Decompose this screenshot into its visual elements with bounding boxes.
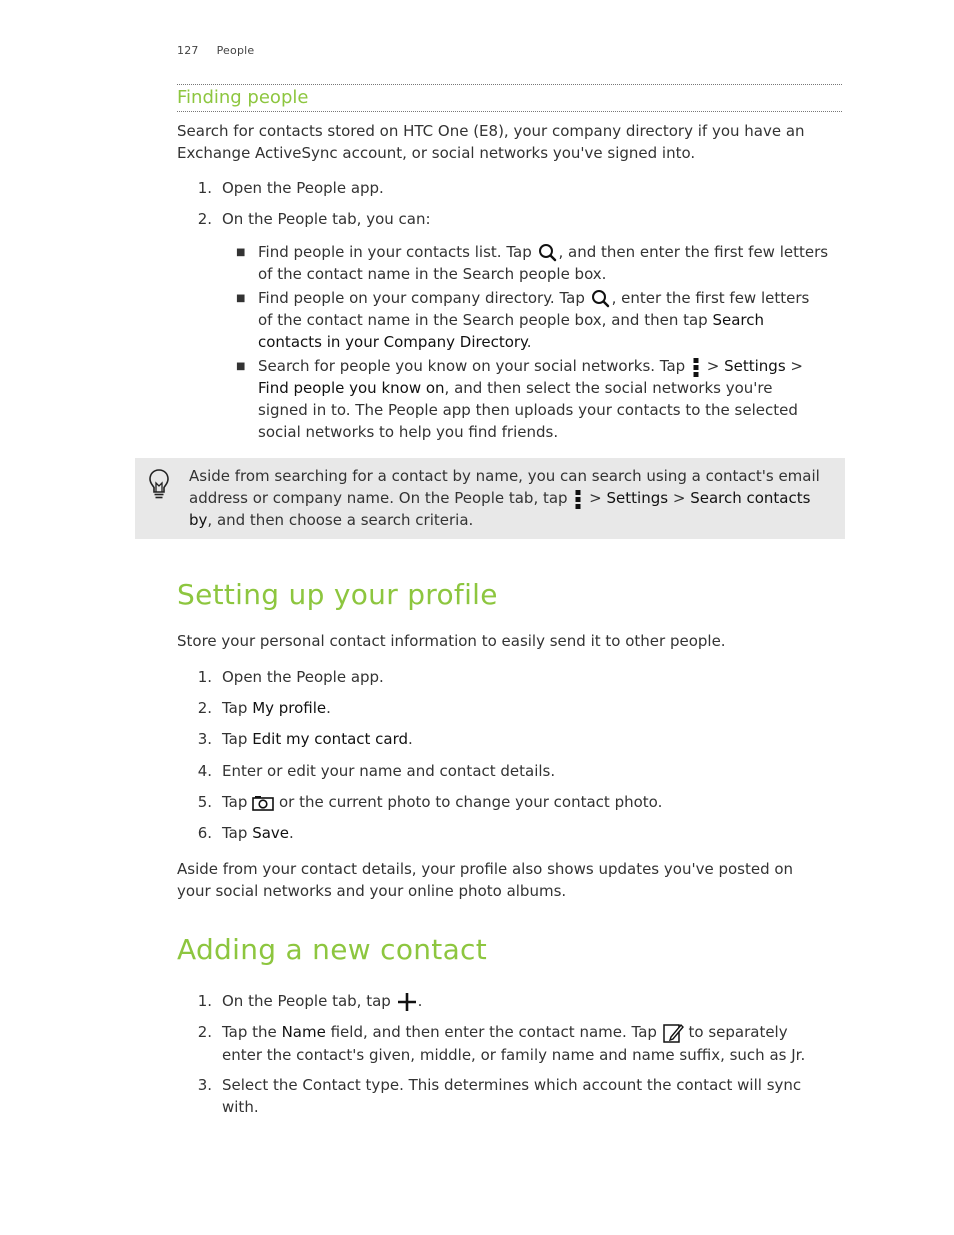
- running-header: [177, 44, 254, 57]
- edit-icon: [662, 1022, 684, 1044]
- bullet-marker: ■: [236, 293, 246, 304]
- divider-bottom: [177, 111, 842, 112]
- menu-dots-icon: [572, 489, 584, 509]
- ui-search-contacts: Search: [712, 311, 765, 329]
- tip-text: Aside from searching for a contact by name, you can search using a contact's email address or company name. On the People tab, tap > Settings > Search contacts by, and then choose a search criteria.: [189, 467, 820, 529]
- adding-contact-heading: Adding a new contact: [177, 933, 488, 966]
- menu-dots-icon: [690, 357, 702, 377]
- document-page: 127 People Finding people Search for contacts stored on HTC One (E8), your company directory if you have an Exchange ActiveSync account, or social networks you've signed into. 1. Open the People app. 2. On the People tab, you can: ■ Find people in your contacts list. Tap , and then enter the first few letters of the contact name in the Search people box. ■ Find people on your company directory. Tap , enter the first few letters of the contact name in the Search people box, and then tap Search contacts in your Company Directory. ■ Search for people you know on your social networks. Tap > Settings > Find people you know on, and then select the social networks you're signed in to. The People app then uploads your contacts to the selected social networks to help you find friends. Aside from searching for a contact by name, you can search using a contact's email address or company name. On the People tab, tap > Settings > Search contacts by, and then choose a search criteria. Setting up your profile Store your personal contact information to easily send it to other people. 1. Open the People app. 2. Tap My profile. 3. Tap Edit my contact card. 4. Enter or edit your name and contact details. 5. Tap or the current photo to change your contact photo. 6. Tap Save. Aside from your contact details, your profile also shows updates you've posted on your social networks and your online photo albums. Adding a new contact 1. On the People tab, tap . 2. Tap the Name field, and then enter the contact name. Tap to separately enter the contact's given, middle, or family name and name suffix, such as Jr. 3. Select the Contact type. This determines which account the contact will sync with.: [0, 0, 954, 1235]
- profile-outro: Aside from your contact details, your profile also shows updates you've posted on your social networks and your online photo albums.: [177, 860, 794, 900]
- search-icon: [590, 289, 612, 309]
- divider-top: [177, 84, 842, 85]
- search-icon: [537, 243, 559, 263]
- section-name: People: [216, 44, 255, 57]
- profile-heading: Setting up your profile: [177, 578, 498, 611]
- ui-save: Save: [252, 824, 290, 842]
- lightbulb-icon: [148, 468, 170, 502]
- finding-intro: Search for contacts stored on HTC One (E8), your company directory if you have an Exchange ActiveSync account, or social networks you've signed into.: [177, 122, 805, 162]
- plus-icon: [396, 992, 418, 1012]
- ui-settings: Settings: [606, 489, 669, 507]
- profile-intro: Store your personal contact information to easily send it to other people.: [177, 632, 726, 650]
- ui-settings: Settings: [724, 357, 786, 375]
- ui-my-profile: My profile: [252, 699, 327, 717]
- finding-people-heading: Finding people: [177, 87, 309, 108]
- bullet-marker: ■: [236, 247, 246, 258]
- ui-name-field: Name: [281, 1023, 326, 1041]
- ui-search-contacts-by: Search contacts: [690, 489, 811, 507]
- bullet-marker: ■: [236, 361, 246, 372]
- page-number: 127: [177, 44, 199, 57]
- ui-company-directory: contacts in your Company Directory: [258, 333, 527, 351]
- camera-icon: [252, 795, 274, 811]
- ui-find-people-you-know: Find people you know on: [258, 379, 445, 397]
- ui-edit-contact-card: Edit my contact card: [252, 730, 409, 748]
